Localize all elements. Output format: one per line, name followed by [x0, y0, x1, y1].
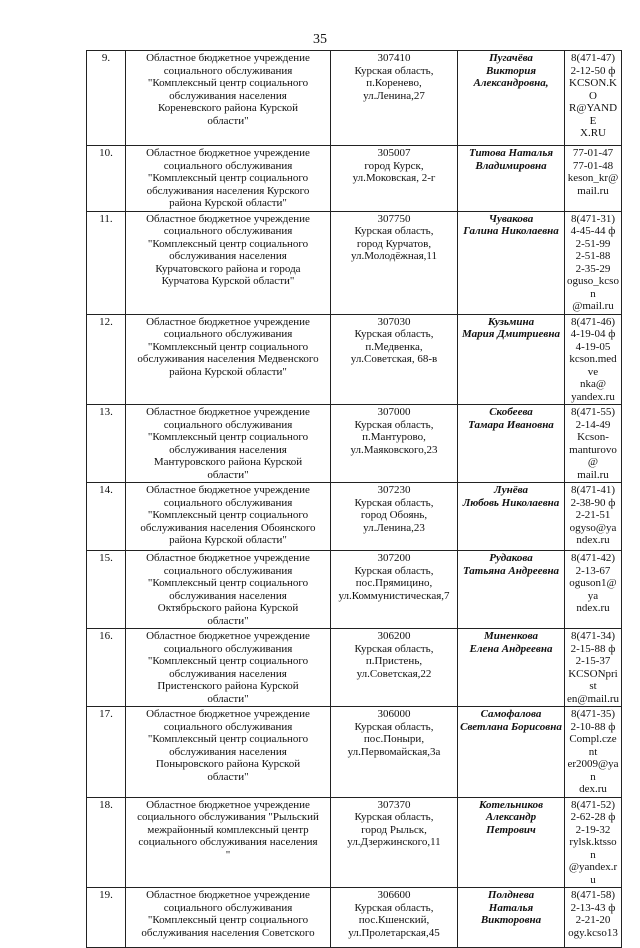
postal-address-line: ул.Пролетарская,45: [348, 926, 440, 939]
organization-name-line: социального обслуживания: [163, 720, 293, 733]
contact-info-line: R@YANDE: [568, 102, 618, 127]
row-number: 18.: [87, 797, 126, 888]
postal-address-line: ул.Моковская, 2-г: [352, 172, 436, 184]
organization-name: [126, 551, 331, 629]
table-row: [87, 211, 622, 314]
postal-address: [331, 888, 458, 948]
contact-info: [565, 707, 622, 798]
postal-address-line: ул.Коммунистическая,7: [338, 589, 450, 602]
contact-info-line: 4-19-05: [575, 340, 611, 353]
postal-address-line: п.Медвенка,: [365, 340, 423, 353]
postal-address-line: 307750: [377, 212, 411, 225]
contact-info-line: 8(471-55): [571, 406, 615, 418]
contact-info: [565, 483, 622, 551]
organization-name-line: "Комплексный центр социального: [147, 577, 309, 589]
postal-address-line: 306200: [377, 630, 411, 642]
postal-address-line: Курская область,: [354, 564, 434, 577]
row-number: 19.: [87, 888, 126, 948]
organization-name-line: Областное бюджетное учреждение: [146, 147, 310, 159]
postal-address-line: пос.Кшенский,: [358, 914, 430, 926]
organization-name-line: социального обслуживания: [163, 64, 293, 77]
organization-name-line: Областное бюджетное учреждение: [146, 52, 310, 64]
contact-info-line: 2-38-90 ф: [570, 496, 616, 509]
postal-address-line: город Обоянь,: [360, 509, 428, 521]
director-name: [458, 629, 565, 707]
organization-name-line: "Комплексный центр социального: [147, 431, 309, 443]
postal-address: [331, 314, 458, 405]
contact-info-line: 8(471-41): [571, 484, 615, 496]
contact-info-line: 2-21-20: [575, 914, 611, 926]
organization-name-line: социального обслуживания: [163, 225, 293, 237]
row-number: 17.: [87, 707, 126, 798]
organization-name-line: "Комплексный центр социального: [147, 340, 309, 353]
postal-address-line: город Курчатов,: [356, 237, 432, 250]
row-number: 16.: [87, 629, 126, 707]
postal-address-line: город Рыльск,: [361, 823, 427, 836]
organization-name-line: Поныровского района Курской: [155, 758, 301, 770]
postal-address-line: ул.Ленина,23: [363, 521, 425, 534]
director-name-line: Рудакова: [489, 552, 533, 564]
director-name: [458, 483, 565, 551]
director-name: [458, 146, 565, 212]
organization-name-line: обслуживания населения: [169, 89, 287, 102]
contact-info-line: er2009@yan: [567, 758, 619, 783]
organization-name-line: обслуживания населения: [169, 667, 287, 680]
postal-address-line: Курская область,: [354, 328, 434, 340]
director-name-line: Наталья Викторовна: [480, 901, 542, 926]
organization-name-line: социального обслуживания: [163, 418, 293, 431]
postal-address: [331, 51, 458, 146]
postal-address: [331, 629, 458, 707]
postal-address-line: ул.Советская,22: [356, 667, 432, 680]
contact-info-line: ogy.kcso13: [568, 926, 618, 939]
contact-info-line: oguso_kcson: [567, 275, 619, 300]
contact-info-line: Kcson-: [577, 431, 609, 443]
organization-name-line: Пристенского района Курской: [157, 680, 299, 692]
organization-name-line: района Курской области": [169, 365, 287, 378]
contact-info: [565, 629, 622, 707]
postal-address-line: 307230: [377, 484, 411, 496]
postal-address-line: ул.Советская, 68-в: [350, 353, 438, 365]
organization-name-line: Курчатовского района и города: [155, 262, 301, 275]
director-name-line: Елена Андреевна: [469, 642, 553, 655]
postal-address-line: п.Пристень,: [365, 655, 423, 667]
organization-name-line: области": [207, 114, 249, 127]
table-row: [87, 551, 622, 629]
postal-address: [331, 483, 458, 551]
table-row: [87, 314, 622, 405]
contact-info-line: mail.ru: [577, 184, 609, 197]
organization-name-line: Областное бюджетное учреждение: [146, 212, 310, 225]
institutions-table: [86, 50, 622, 948]
organization-name-line: социального обслуживания: [163, 642, 293, 655]
director-name-line: Кузьмина: [487, 315, 535, 328]
organization-name-line: обслуживания населения: [169, 589, 287, 602]
postal-address-line: Курская область,: [354, 642, 434, 655]
organization-name-line: обслуживания населения Обоянского: [140, 521, 316, 534]
organization-name: [126, 405, 331, 483]
postal-address-line: Курская область,: [354, 225, 434, 237]
postal-address-line: 305007: [377, 147, 411, 159]
director-name: [458, 51, 565, 146]
director-name: [458, 551, 565, 629]
contact-info-line: 4-45-44 ф: [570, 225, 616, 237]
contact-info-line: 8(471-35): [571, 708, 615, 720]
contact-info-line: 77-01-48: [572, 159, 614, 172]
postal-address-line: ул.Молодёжная,11: [350, 250, 438, 262]
contact-info-line: ndex.ru: [576, 534, 610, 546]
postal-address-line: 307370: [377, 798, 411, 811]
row-number: 11.: [87, 211, 126, 314]
organization-name-line: Октябрьского района Курской: [157, 602, 299, 614]
contact-info-line: dex.ru: [579, 783, 607, 795]
director-name: [458, 797, 565, 888]
organization-name: [126, 211, 331, 314]
postal-address: [331, 551, 458, 629]
row-number: 13.: [87, 405, 126, 483]
organization-name: [126, 707, 331, 798]
director-name-line: Чувакова: [488, 212, 534, 225]
contact-info-line: mail.ru: [577, 468, 609, 481]
contact-info-line: 2-19-32: [575, 823, 611, 836]
organization-name-line: социального обслуживания населения: [138, 836, 318, 848]
organization-name-line: области": [207, 770, 249, 783]
organization-name-line: "Комплексный центр социального: [147, 509, 309, 521]
table-row: [87, 797, 622, 888]
organization-name-line: "Комплексный центр социального: [147, 655, 309, 667]
organization-name-line: ": [225, 848, 231, 861]
postal-address-line: 307000: [377, 406, 411, 418]
postal-address-line: 306600: [377, 889, 411, 901]
contact-info: [565, 551, 622, 629]
table-row: [87, 51, 622, 146]
organization-name-line: "Комплексный центр социального: [147, 172, 309, 184]
postal-address-line: Курская область,: [354, 418, 434, 431]
postal-address-line: Курская область,: [354, 811, 434, 823]
director-name-line: Полднева: [487, 889, 535, 901]
row-number: 9.: [87, 51, 126, 146]
contact-info-line: 2-51-88: [575, 250, 611, 262]
director-name-line: Котельников: [478, 798, 544, 811]
postal-address-line: ул.Дзержинского,11: [347, 836, 441, 848]
contact-info-line: manturovo@: [569, 443, 617, 468]
director-name: [458, 211, 565, 314]
organization-name-line: "Комплексный центр социального: [147, 77, 309, 89]
contact-info-line: 2-10-88 ф: [570, 720, 616, 733]
postal-address-line: 307410: [377, 52, 411, 64]
director-name-line: Татьяна Андреевна: [462, 564, 560, 577]
organization-name-line: обслуживания населения: [169, 443, 287, 456]
postal-address: [331, 797, 458, 888]
contact-info-line: 2-35-29: [575, 262, 611, 275]
organization-name-line: обслуживания населения: [169, 250, 287, 262]
director-name-line: Любовь Николаевна: [462, 496, 560, 509]
director-name-line: Владимировна: [475, 159, 547, 172]
postal-address-line: ул.Ленина,27: [363, 89, 425, 102]
organization-name: [126, 629, 331, 707]
organization-name: [126, 146, 331, 212]
organization-name-line: Мантуровского района Курской: [153, 456, 303, 468]
postal-address-line: ул.Первомайская,3а: [347, 745, 441, 758]
director-name-line: Самофалова: [480, 708, 542, 720]
director-name-line: Тамара Ивановна: [468, 418, 554, 431]
organization-name-line: Областное бюджетное учреждение: [146, 708, 310, 720]
contact-info: [565, 888, 622, 948]
contact-info-line: 8(471-31): [571, 212, 615, 225]
organization-name-line: Областное бюджетное учреждение: [146, 630, 310, 642]
postal-address: [331, 146, 458, 212]
organization-name-line: Областное бюджетное учреждение: [146, 798, 310, 811]
contact-info-line: rylsk.ktsson: [569, 836, 617, 861]
contact-info-line: 2-13-67: [575, 564, 611, 577]
contact-info-line: keson_kr@: [567, 172, 619, 184]
contact-info-line: nka@: [579, 378, 606, 390]
director-name-line: Титова Наталья: [468, 147, 554, 159]
organization-name: [126, 483, 331, 551]
contact-info-line: ogyso@ya: [569, 521, 617, 534]
contact-info-line: 8(471-46): [571, 315, 615, 328]
organization-name-line: Областное бюджетное учреждение: [146, 406, 310, 418]
contact-info-line: @mail.ru: [572, 300, 614, 312]
postal-address-line: пос.Прямицино,: [355, 577, 433, 589]
organization-name: [126, 797, 331, 888]
table-row: [87, 707, 622, 798]
contact-info: [565, 146, 622, 212]
postal-address-line: 307030: [377, 315, 411, 328]
contact-info: [565, 211, 622, 314]
organization-name-line: области": [207, 614, 249, 627]
director-name-line: Миненкова: [484, 630, 538, 642]
organization-name-line: социального обслуживания: [163, 159, 293, 172]
organization-name: [126, 51, 331, 146]
postal-address-line: п.Коренево,: [366, 77, 422, 89]
contact-info-line: 8(471-42): [571, 552, 615, 564]
organization-name: [126, 888, 331, 948]
postal-address-line: п.Мантурово,: [362, 431, 426, 443]
director-name-line: Александр Петрович: [485, 811, 537, 836]
organization-name-line: социального обслуживания: [163, 564, 293, 577]
organization-name-line: области": [207, 468, 249, 481]
contact-info-line: oguson1@ya: [569, 577, 617, 602]
contact-info-line: 8(471-52): [571, 798, 615, 811]
contact-info: [565, 314, 622, 405]
organization-name-line: района Курской области": [169, 197, 287, 209]
contact-info-line: 77-01-47: [572, 147, 614, 159]
postal-address: [331, 211, 458, 314]
contact-info-line: KCSON.KO: [569, 77, 617, 102]
organization-name-line: Курчатова Курской области": [161, 275, 295, 287]
organization-name-line: социального обслуживания: [163, 901, 293, 914]
contact-info: [565, 797, 622, 888]
contact-info: [565, 405, 622, 483]
contact-info-line: 2-21-51: [575, 509, 611, 521]
organization-name-line: социального обслуживания: [163, 328, 293, 340]
table-row: [87, 483, 622, 551]
contact-info-line: 2-12-50 ф: [570, 64, 616, 77]
director-name: [458, 314, 565, 405]
organization-name-line: Областное бюджетное учреждение: [146, 552, 310, 564]
row-number: 15.: [87, 551, 126, 629]
contact-info-line: ndex.ru: [576, 602, 610, 614]
postal-address-line: город Курск,: [364, 159, 424, 172]
organization-name-line: области": [207, 692, 249, 705]
organization-name-line: социального обслуживания "Рыльский: [137, 811, 319, 823]
organization-name-line: Областное бюджетное учреждение: [146, 889, 310, 901]
postal-address-line: пос.Поныри,: [363, 733, 425, 745]
organization-name-line: обслуживания населения Курского: [146, 184, 310, 197]
organization-name-line: обслуживания населения: [169, 745, 287, 758]
contact-info-line: 2-15-37: [575, 655, 611, 667]
contact-info-line: 8(471-34): [571, 630, 615, 642]
table-row: [87, 405, 622, 483]
postal-address-line: Курская область,: [354, 496, 434, 509]
organization-name-line: обслуживания населения Медвенского: [137, 353, 319, 365]
contact-info-line: 4-19-04 ф: [570, 328, 616, 340]
organization-name-line: "Комплексный центр социального: [147, 237, 309, 250]
contact-info-line: 2-62-28 ф: [570, 811, 616, 823]
postal-address-line: Курская область,: [354, 901, 434, 914]
director-name-line: Виктория: [485, 64, 537, 77]
table-row: [87, 888, 622, 948]
contact-info-line: X.RU: [580, 127, 606, 139]
director-name: [458, 707, 565, 798]
contact-info-line: 2-51-99: [575, 237, 611, 250]
organization-name-line: обслуживания населения Советского: [141, 926, 315, 939]
contact-info: [565, 51, 622, 146]
row-number: 12.: [87, 314, 126, 405]
director-name-line: Александровна,: [473, 77, 549, 89]
contact-info-line: 8(471-47): [571, 52, 615, 64]
contact-info-line: kcson.medve: [569, 353, 617, 378]
organization-name-line: Кореневского района Курской: [157, 102, 299, 114]
organization-name-line: Областное бюджетное учреждение: [146, 484, 310, 496]
row-number: 14.: [87, 483, 126, 551]
contact-info-line: 2-13-43 ф: [570, 901, 616, 914]
director-name-line: Мария Дмитриевна: [462, 328, 560, 340]
director-name-line: Скобеева: [489, 406, 533, 418]
postal-address-line: Курская область,: [354, 64, 434, 77]
postal-address-line: ул.Маяковского,23: [350, 443, 438, 456]
row-number: 10.: [87, 146, 126, 212]
contact-info-line: @yandex.ru: [568, 861, 618, 886]
organization-name: [126, 314, 331, 405]
postal-address-line: Курская область,: [354, 720, 434, 733]
table-row: [87, 629, 622, 707]
postal-address-line: 307200: [377, 552, 411, 564]
organization-name-line: "Комплексный центр социального: [147, 914, 309, 926]
page-number: 35: [313, 32, 327, 47]
director-name-line: Галина Николаевна: [463, 225, 559, 237]
director-name-line: Светлана Борисовна: [460, 720, 562, 733]
contact-info-line: 2-14-49: [575, 418, 611, 431]
contact-info-line: Compl.czent: [569, 733, 617, 758]
organization-name-line: района Курской области": [169, 534, 287, 546]
organization-name-line: "Комплексный центр социального: [147, 733, 309, 745]
contact-info-line: en@mail.ru: [567, 692, 619, 705]
contact-info-line: yandex.ru: [571, 390, 615, 403]
organization-name-line: Областное бюджетное учреждение: [146, 315, 310, 328]
organization-name-line: межрайонный комплексный центр: [147, 823, 309, 836]
organization-name-line: социального обслуживания: [163, 496, 293, 509]
contact-info-line: KCSONprist: [568, 667, 618, 692]
director-name: [458, 888, 565, 948]
contact-info-line: 8(471-58): [571, 889, 615, 901]
director-name: [458, 405, 565, 483]
contact-info-line: 2-15-88 ф: [570, 642, 616, 655]
postal-address: [331, 405, 458, 483]
postal-address-line: 306000: [377, 708, 411, 720]
director-name-line: Пугачёва: [489, 52, 533, 64]
director-name-line: Лунёва: [494, 484, 528, 496]
postal-address: [331, 707, 458, 798]
table-row: [87, 146, 622, 212]
